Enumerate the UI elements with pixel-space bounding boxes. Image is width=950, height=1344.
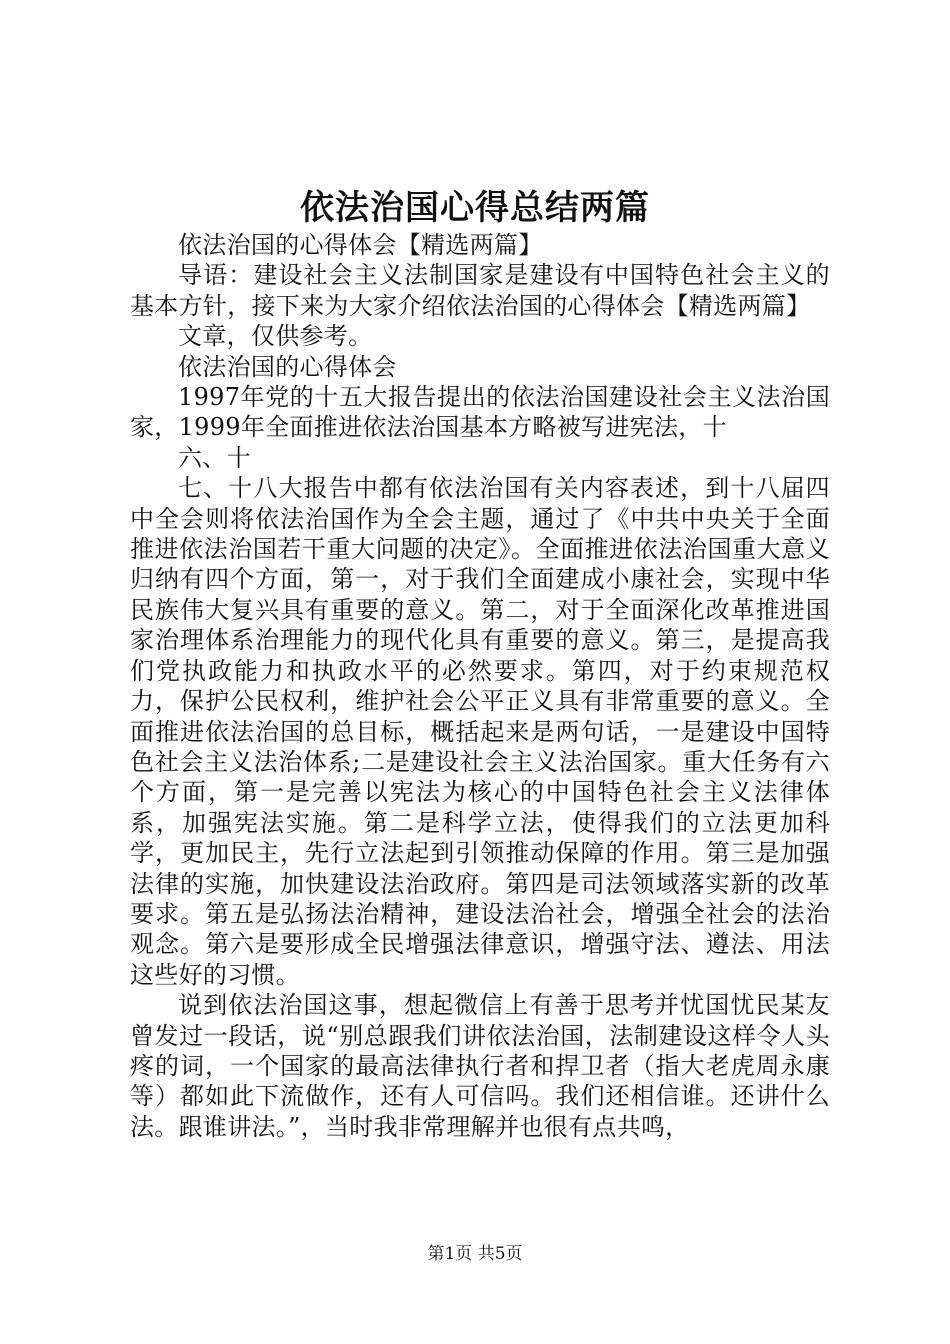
paragraph: 说到依法治国这事，想起微信上有善于思考并忧国忧民某友曾发过一段话，说“别总跟我们讲依法治国，法制建设这样令人头疼的词，一个国家的最高法律执行者和捍卫者（指大老虎周永康等）都如此下流做作，还有人可信吗。我们还相信谁。还讲什么法。跟谁讲法。”，当时我非常理解并也很有点共鸣， xyxy=(130,991,830,1141)
document-title: 依法治国心得总结两篇 xyxy=(300,188,650,228)
paragraph: 七、十八大报告中都有依法治国有关内容表述，到十八届四中全会则将依法治国作为全会主题，通过了《中共中央关于全面推进依法治国若干重大问题的决定》。全面推进依法治国重大意义归纳有四个方面，第一，对于我们全面建成小康社会，实现中华民族伟大复兴具有重要的意义。第二，对于全面深化改革推进国家治理体系治理能力的现代化具有重要的意义。第三，是提高我们党执政能力和执政水平的必然要求。第四，对于约束规范权力，保护公民权利，维护社会公平正义具有非常重要的意义。全面推进依法治国的总目标，概括起来是两句话，一是建设中国特色社会主义法治体系;二是建设社会主义法治国家。重大任务有六个方面，第一是完善以宪法为核心的中国特色社会主义法律体系，加强宪法实施。第二是科学立法，使得我们的立法更加科学，更加民主，先行立法起到引领推动保障的作用。第三是加强法律的实施，加快建设法治政府。第四是司法领域落实新的改革要求。第五是弘扬法治精神，建设法治社会，增强全社会的法治观念。第六是要形成全民增强法律意识，增强守法、遵法、用法这些好的习惯。 xyxy=(130,474,830,989)
paragraph: 依法治国的心得体会 xyxy=(178,352,397,381)
paragraph: 1997年党的十五大报告提出的依法治国建设社会主义法治国家，1999年全面推进依法治国基本方略被写进宪法，十 xyxy=(130,383,830,442)
paragraph: 依法治国的心得体会【精选两篇】 xyxy=(178,231,543,259)
document-body xyxy=(130,230,830,1142)
page-footer: 第1页 共5页 xyxy=(427,1244,523,1264)
paragraph: 导语：建设社会主义法制国家是建设有中国特色社会主义的基本方针，接下来为大家介绍依法治国的心得体会【精选两篇】 xyxy=(130,261,830,320)
paragraph: 六、十 xyxy=(178,443,251,472)
paragraph: 文章，仅供参考。 xyxy=(178,322,373,351)
